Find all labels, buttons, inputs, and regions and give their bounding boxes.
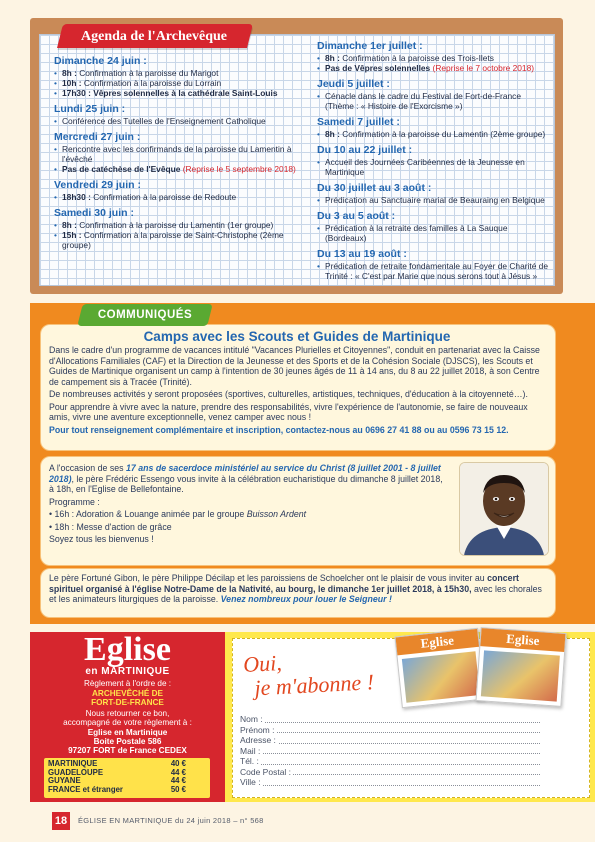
- concert-part-2: avec les chorales et les animateurs liturgiques de la paroisse.: [49, 583, 542, 604]
- agenda-event-text: Prédication de retraite fondamentale au Foyer de Charité de Trinité : « C'est par Marie que nous serons tout à Jésus »: [325, 261, 549, 281]
- subscribe-slogan-line-1: Oui,: [242, 649, 283, 677]
- camps-paragraph-2: De nombreuses activités y seront proposées (sportives, culturelles, artistiques, techniques, d'éducation à la citoyenneté…).: [49, 389, 528, 399]
- agenda-event: [317, 157, 549, 177]
- agenda-event-time: 15h :: [62, 230, 82, 240]
- form-field-label: Code Postal :: [240, 766, 292, 777]
- bullet-icon: •: [54, 230, 57, 240]
- agenda-day-title: Jeudi 5 juillet :: [317, 78, 390, 90]
- form-field-label: Tél. :: [240, 756, 259, 766]
- agenda-day-title: Du 30 juillet au 3 août :: [317, 182, 432, 194]
- agenda-right-column: [317, 40, 549, 281]
- price-table: [44, 758, 210, 798]
- form-field[interactable]: [240, 735, 540, 746]
- address-line-2: Boite Postale 586: [93, 737, 162, 746]
- agenda-event: [317, 91, 549, 111]
- agenda-event: [317, 261, 549, 281]
- concert-italic: Venez nombreux pour louer le Seigneur !: [220, 594, 392, 604]
- essengo-item-1-italic: Buisson Ardent: [246, 509, 307, 519]
- agenda-day-title: Du 3 au 5 août :: [317, 210, 396, 222]
- bullet-icon: •: [54, 164, 57, 174]
- price-label: MARTINIQUE: [48, 759, 98, 768]
- priest-portrait-icon: [460, 463, 548, 555]
- magazine-cover-2-title: Eglise: [480, 628, 565, 652]
- order-name-2: FORT-DE-FRANCE: [91, 698, 164, 707]
- magazine-cover-1-title: Eglise: [396, 629, 479, 655]
- price-label: GUADELOUPE: [48, 767, 104, 777]
- agenda-event-time: 18h30 :: [62, 192, 91, 202]
- essengo-highlight: 17 ans de sacerdoce ministériel au service du Christ (8 juillet 2001 - 8 juillet 2018): [49, 463, 441, 484]
- address-line-1: Eglise en Martinique: [87, 728, 168, 737]
- form-field-label: Ville :: [240, 777, 261, 787]
- form-field-label: Adresse :: [240, 735, 276, 745]
- agenda-event: [54, 88, 299, 98]
- agenda-event-time: 8h :: [62, 220, 77, 230]
- agenda-event-text: Confirmation à la paroisse de Saint-Christophe (2ème groupe): [62, 230, 284, 250]
- bullet-icon: •: [54, 144, 57, 154]
- bullet-icon: •: [54, 68, 57, 78]
- agenda-event-text: Conférence des Tutelles de l'Enseignement Catholique: [62, 116, 266, 126]
- magazine-cover-1-image: [402, 651, 480, 702]
- agenda-day-title: Dimanche 24 juin :: [54, 55, 147, 67]
- agenda-title: Agenda de l'Archevêque: [81, 29, 227, 44]
- agenda-day-title: Samedi 30 juin :: [54, 207, 134, 219]
- essengo-item-2-text: 18h : Messe d'action de grâce: [54, 521, 172, 532]
- return-line-2: accompagné de votre règlement à :: [63, 718, 192, 727]
- concert-body: [49, 573, 547, 607]
- agenda-event: [54, 68, 299, 78]
- agenda-event-text: Accueil des Journées Caribéennes de la Jeunesse en Martinique: [325, 157, 525, 177]
- form-field[interactable]: [240, 767, 540, 778]
- agenda-event-time: Pas de catéchèse de l'Evêque: [62, 164, 181, 174]
- agenda-day-title: Lundi 25 juin :: [54, 103, 126, 115]
- price-row: [44, 786, 210, 795]
- order-label: Règlement à l'ordre de :: [83, 679, 172, 688]
- bullet-icon: •: [317, 261, 320, 271]
- agenda-day-title: Vendredi 29 juin :: [54, 179, 141, 191]
- agenda-event-text: Cénacle dans le cadre du Festival de Fort-de-France (Thème : « Histoire de l'Exorcisme »): [325, 91, 521, 111]
- bullet-icon: •: [317, 91, 320, 101]
- agenda-left-column: [54, 55, 299, 250]
- agenda-event-time: 8h :: [325, 53, 340, 63]
- agenda-day-title: Du 13 au 19 août :: [317, 248, 407, 260]
- agenda-day-title: Dimanche 1er juillet :: [317, 40, 423, 52]
- form-field-line[interactable]: [240, 764, 540, 765]
- agenda-event: [54, 220, 299, 230]
- price-label: FRANCE et étranger: [48, 784, 123, 794]
- essengo-closing: Soyez tous les bienvenus !: [49, 534, 154, 544]
- essengo-item-1-text: 16h : Adoration & Louange animée par le groupe: [54, 509, 247, 519]
- agenda-event-text: Confirmation à la paroisse des Trois-Ilets: [339, 53, 494, 63]
- form-field-label: Mail :: [240, 745, 261, 756]
- form-field[interactable]: [240, 756, 540, 767]
- concert-part-1: Le père Fortuné Gibon, le père Philippe Décilap et les paroissiens de Schoelcher ont le plaisir de vous inviter au: [49, 573, 488, 583]
- address-line-3: 97207 FORT de France CEDEX: [68, 746, 187, 755]
- eglise-logo-subtitle: en MARTINIQUE: [85, 666, 170, 677]
- priest-photo: [459, 462, 549, 556]
- bullet-icon: •: [317, 223, 320, 233]
- camps-contact: Pour tout renseignement complémentaire et inscription, contactez-nous au 0696 27 41 88 ou au 0596 73 15 12.: [49, 424, 509, 435]
- camps-body: [49, 345, 547, 437]
- bullet-icon: •: [54, 116, 57, 126]
- essengo-intro-text: A l'occasion de ses: [49, 463, 126, 473]
- agenda-event-time: 8h :: [325, 129, 340, 139]
- agenda-event: [54, 144, 299, 164]
- form-field-line[interactable]: [240, 722, 540, 723]
- agenda-event-text: Confirmation à la paroisse du Lorrain: [81, 78, 222, 88]
- essengo-rest: , le père Frédéric Essengo vous invite à la célébration eucharistique du dimanche 8 juillet 2018, à 18h, en l'Eglise de Bellefontaine.: [49, 473, 443, 494]
- agenda-day-title: Mercredi 27 juin :: [54, 131, 141, 143]
- form-field-label: Prénom :: [240, 724, 275, 735]
- camps-title: Camps avec les Scouts et Guides de Martinique: [143, 329, 451, 344]
- bullet-icon: •: [54, 88, 57, 98]
- price-label: GUYANE: [48, 776, 81, 786]
- form-field-line[interactable]: [240, 785, 540, 786]
- form-field[interactable]: [240, 725, 540, 736]
- agenda-event: [54, 116, 299, 126]
- communiques-tab-label: COMMUNIQUÉS: [97, 309, 193, 321]
- agenda-day-title: Samedi 7 juillet :: [317, 116, 400, 128]
- agenda-event: [54, 192, 299, 202]
- subscribe-slogan-line-2: je m'abonne !: [253, 669, 375, 701]
- camps-paragraph-3: Pour apprendre à vivre avec la nature, prendre des responsabilités, vivre l'expérience de l'autonomie, se faire de nouveaux amis, vivre une aventure exceptionnelle, venez camper avec nous !: [49, 401, 528, 422]
- price-value: 40 €: [170, 759, 186, 768]
- price-value: 44 €: [170, 776, 186, 786]
- essengo-body: [49, 463, 449, 547]
- form-field-line[interactable]: [240, 743, 540, 744]
- agenda-event: [317, 195, 549, 205]
- agenda-event: [54, 78, 299, 88]
- agenda-event: [54, 164, 299, 174]
- agenda-event: [317, 53, 549, 63]
- bullet-icon: •: [54, 78, 57, 88]
- agenda-event-text: Confirmation à la paroisse du Lamentin (2ème groupe): [339, 129, 546, 139]
- form-field[interactable]: [240, 714, 540, 725]
- agenda-event-text: Confirmation à la paroisse du Lamentin (1er groupe): [76, 220, 274, 230]
- agenda-event: [317, 63, 549, 73]
- essengo-item-1: • 16h : Adoration & Louange animée par le groupe Buisson Ardent: [49, 509, 307, 519]
- bullet-icon: •: [317, 195, 320, 205]
- essengo-intro: [49, 463, 449, 495]
- price-value: 50 €: [170, 784, 186, 794]
- price-value: 44 €: [170, 767, 186, 777]
- form-field-line[interactable]: [240, 732, 540, 733]
- agenda-event: [317, 129, 549, 139]
- concert-bold: concert spirituel organisé à l'église Notre-Dame de la Nativité, au bourg, le dimanche 1er juillet 2018, à 15h30,: [49, 573, 519, 594]
- agenda-day-title: Du 10 au 22 juillet :: [317, 144, 413, 156]
- magazine-cover-1: [394, 628, 485, 708]
- page-number: 18: [52, 812, 70, 830]
- agenda-event-note: (Reprise le 5 septembre 2018): [182, 164, 296, 174]
- agenda-event-text: Confirmation à la paroisse du Marigot: [76, 68, 219, 78]
- agenda-event-time: 17h30 : Vêpres solennelles à la cathédrale Saint-Louis: [62, 88, 278, 98]
- bullet-icon: •: [317, 157, 320, 167]
- footer-text: ÉGLISE EN MARTINIQUE du 24 juin 2018 – n° 568: [78, 816, 264, 825]
- magazine-cover-2: [476, 627, 567, 707]
- bullet-icon: •: [54, 192, 57, 202]
- bullet-icon: •: [317, 53, 320, 63]
- eglise-logo: Eglise: [84, 631, 171, 668]
- bullet-icon: •: [54, 220, 57, 230]
- concert-text: [49, 573, 547, 605]
- agenda-event-text: Confirmation à la paroisse de Redoute: [90, 192, 237, 202]
- form-field[interactable]: [240, 777, 540, 788]
- agenda-event-text: Prédication à la retraite des familles à La Sauque (Bordeaux): [325, 223, 508, 243]
- essengo-programme-label: Programme :: [49, 496, 100, 507]
- agenda-event-time: 10h :: [62, 78, 82, 88]
- order-name-1: ARCHEVÊCHÉ DE: [92, 689, 163, 698]
- agenda-event-text: Prédication au Sanctuaire marial de Beauraing en Belgique: [325, 195, 545, 205]
- agenda-event-time: Pas de Vêpres solennelles: [325, 63, 431, 73]
- essengo-item-2: • 18h : Messe d'action de grâce: [49, 521, 172, 532]
- agenda-event-text: Rencontre avec les confirmands de la paroisse du Lamentin à l'évêché: [62, 144, 292, 164]
- return-line-1: Nous retourner ce bon,: [85, 709, 170, 718]
- camps-paragraph-1: Dans le cadre d'un programme de vacances intitulé "Vacances Plurielles et Citoyennes", conduit en partenariat avec la Caisse d'Allocations Familiales (CAF) et la Direction de la Jeunesse et des Sports et de la Cohésion Sociale (DJSCS), les Scouts et Guides de Martinique organisent un camp à l'intention de 30 jeunes âgés de 11 à 14 ans, du 8 au 22 juillet 2018, à son Centre de campement sis à Tracée (Trinité).: [49, 345, 540, 387]
- form-field-label: Nom :: [240, 714, 263, 724]
- form-field-line[interactable]: [240, 753, 540, 754]
- agenda-event: [54, 230, 299, 250]
- bullet-icon: •: [317, 129, 320, 139]
- form-field[interactable]: [240, 746, 540, 757]
- bullet-icon: •: [317, 63, 320, 73]
- subscription-form-fields: [240, 714, 540, 788]
- magazine-cover-2-image: [481, 650, 560, 701]
- agenda-event-time: 8h :: [62, 68, 77, 78]
- agenda-event: [317, 223, 549, 243]
- agenda-event-note: (Reprise le 7 octobre 2018): [432, 63, 535, 73]
